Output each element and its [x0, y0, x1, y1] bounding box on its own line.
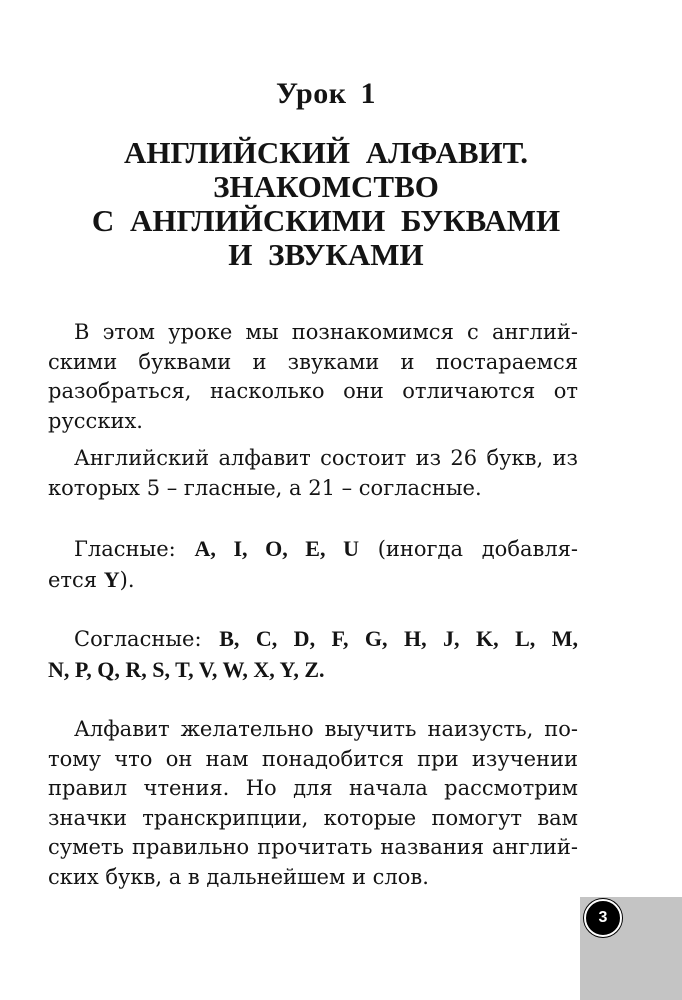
text-line: значки транскрипции, которые помогут вам	[48, 805, 578, 830]
lesson-heading: Урок 1	[275, 77, 377, 110]
intro-paragraph	[48, 318, 578, 436]
title-line: АНГЛИЙСКИЙ АЛФАВИТ.	[124, 135, 528, 170]
consonants-label: Согласные:	[74, 627, 202, 651]
text-line	[48, 624, 578, 655]
consonants-paragraph	[48, 624, 578, 685]
page-number: 3	[584, 899, 622, 937]
consonant-letters-2: N, P, Q, R, S, T, V, W, X, Y, Z.	[48, 656, 325, 682]
consonant-letters-1: B, C, D, F, G, H, J, K, L, M,	[219, 626, 578, 651]
text-line: суметь правильно прочитать названия англий-	[48, 835, 578, 859]
text-line: которых 5 – гласные, а 21 – согласные.	[48, 475, 482, 500]
text-line: разобраться, насколько они отличаются от	[48, 379, 578, 403]
vowels-paragraph	[48, 534, 578, 595]
text-line: Алфавит желательно выучить наизусть, по-	[74, 717, 578, 741]
vowels-note-cont: ется	[48, 567, 98, 592]
text-line: скими буквами и звуками и постараемся	[48, 349, 578, 374]
text-line: тому что он нам понадобится при изучении	[48, 746, 578, 771]
title-line: С АНГЛИЙСКИМИ БУКВАМИ	[91, 203, 561, 238]
alphabet-count-paragraph	[48, 444, 578, 503]
title-line: И ЗВУКАМИ	[228, 237, 424, 272]
vowel-extra-letter: Y	[103, 566, 120, 592]
text-line	[48, 655, 578, 686]
page-title	[0, 136, 652, 272]
vowels-label: Гласные:	[74, 537, 176, 561]
closing-paragraph	[48, 715, 578, 892]
vowels-note: (иногда добавля-	[377, 537, 578, 561]
text-line	[48, 534, 578, 565]
text-line: ских букв, а в дальнейшем и слов.	[48, 864, 429, 889]
text-line	[48, 565, 578, 596]
vowel-letters: A, I, O, E, U	[194, 536, 359, 561]
text-line: В этом уроке мы познакомимся с англий-	[74, 320, 578, 344]
text-line: русских.	[48, 408, 143, 433]
vowels-note-tail: ).	[119, 567, 135, 592]
text-line: Английский алфавит состоит из 26 букв, из	[74, 446, 578, 470]
title-line: ЗНАКОМСТВО	[213, 169, 439, 204]
text-line: правил чтения. Но для начала рассмотрим	[48, 776, 578, 800]
